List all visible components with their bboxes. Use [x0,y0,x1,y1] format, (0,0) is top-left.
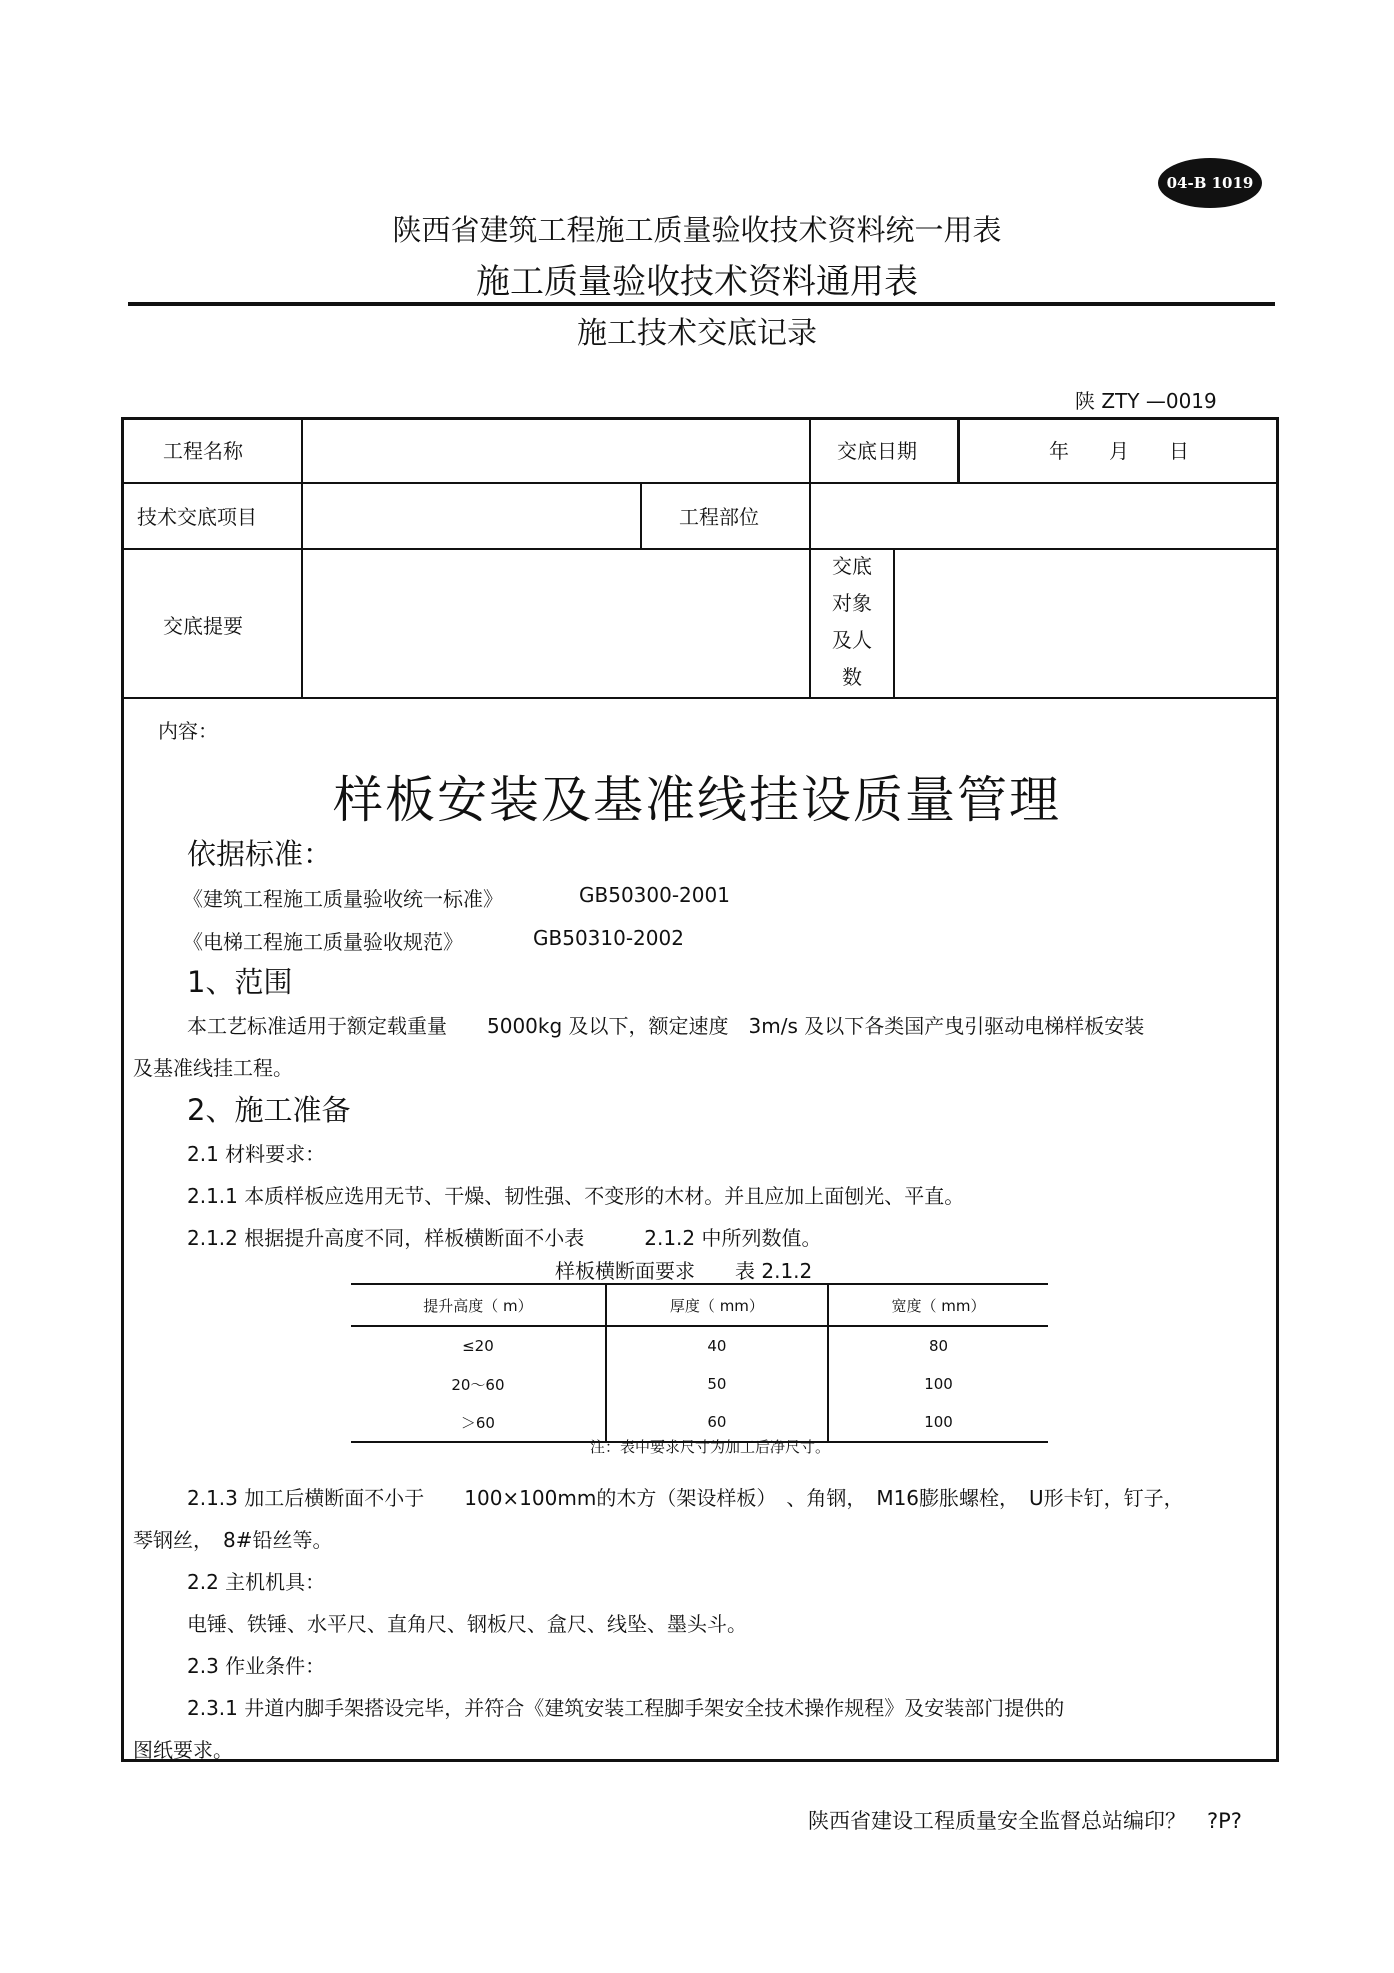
date-field[interactable]: 年 月 日 [1049,439,1189,463]
grid-line [893,548,895,698]
table-note: 注：表中要求尺寸为加工后净尺寸。 [590,1438,831,1456]
standard1-code: GB50300-2001 [579,883,730,907]
standard1-name: 《建筑工程施工质量验收统一标准》 [183,887,503,911]
footer-text: 陕西省建设工程质量安全监督总站编印？ ?P? [808,1809,1242,1833]
para-2-2-list: 电锤、铁锤、水平尺、直角尺、钢板尺、盒尺、线坠、墨头斗。 [187,1612,747,1636]
para-2-3-1: 2.3.1 井道内脚手架搭设完毕，并符合《建筑安装工程脚手架安全技术操作规程》及安装部门提供的 [187,1696,1065,1720]
table-header-cell: 厚度（ mm） [606,1284,828,1326]
target-field[interactable] [897,552,1275,695]
title-rule [128,302,1275,306]
title-line-2: 施工质量验收技术资料通用表 [476,262,918,302]
title-line-1: 陕西省建筑工程施工质量验收技术资料统一用表 [392,213,1002,247]
summary-label: 交底提要 [163,614,243,638]
para-2-1-1: 2.1.1 本质样板应选用无节、干燥、韧性强、不变形的木材。并且应加上面刨光、平直。 [187,1184,965,1208]
main-title: 样板安装及基准线挂设质量管理 [333,771,1061,829]
table-cell: 100 [828,1403,1048,1442]
standard2-name: 《电梯工程施工质量验收规范》 [183,930,463,954]
table-cell: 100 [828,1365,1048,1403]
table-row [351,1365,1048,1403]
title-line-3: 施工技术交底记录 [577,316,817,351]
form-number-badge: 04-B 1019 [1158,158,1262,208]
grid-line [121,482,1279,484]
standard2-code: GB50310-2002 [533,926,684,950]
para-2-1-3-cont: 琴钢丝， 8#铅丝等。 [133,1528,333,1552]
grid-line [957,417,960,483]
para-2-3: 2.3 作业条件： [187,1654,326,1678]
project-name-field[interactable] [305,420,807,480]
table-cell: 50 [606,1365,828,1403]
content-label: 内容： [158,719,218,743]
table-cell: 40 [606,1326,828,1365]
section1-text: 本工艺标准适用于额定载重量 5000kg 及以下，额定速度 3m/s 及以下各类国产曳引驱动电梯样板安装 [187,1014,1145,1038]
table-cell: 80 [828,1326,1048,1365]
board-section-table [351,1283,1048,1443]
table-cell: 20～60 [451,1375,505,1394]
table-cell: 60 [606,1403,828,1442]
item-label: 技术交底项目 [137,505,257,529]
table-header-cell: 提升高度（ m） [351,1284,606,1326]
para-2-1-3: 2.1.3 加工后横断面不小于 100×100mm的木方（架设样板） 、角钢， M16膨胀螺栓， U形卡钉，钉子， [187,1486,1184,1510]
table-header-cell: 宽度（ mm） [828,1284,1048,1326]
target-label-line: 交底 [832,554,872,578]
grid-line [121,548,1279,550]
grid-line [121,697,1279,699]
section2-heading: 2、施工准备 [187,1093,351,1127]
para-2-1-2: 2.1.2 根据提升高度不同，样板横断面不小表 2.1.2 中所列数值。 [187,1226,822,1250]
grid-line [301,417,303,698]
section1-heading: 1、范围 [187,965,293,999]
part-label: 工程部位 [679,505,759,529]
table-cell: ≤20 [462,1337,494,1355]
grid-line [809,417,811,698]
date-label: 交底日期 [837,439,917,463]
table-header-row [351,1284,1048,1326]
summary-field[interactable] [305,552,807,695]
para-2-2: 2.2 主机机具： [187,1570,326,1594]
target-label-line: 对象 [832,591,872,615]
table-row [351,1326,1048,1365]
para-2-1: 2.1 材料要求： [187,1142,326,1166]
item-field[interactable] [305,486,637,546]
project-name-label: 工程名称 [163,439,243,463]
section1-text-cont: 及基准线挂工程。 [133,1056,293,1080]
table-cell: ＞60 [351,1403,606,1442]
target-label [812,548,892,696]
target-label-line: 及人 [832,628,872,652]
target-label-line: 数 [842,665,862,689]
basis-heading: 依据标准： [187,837,333,871]
form-code: 陕 ZTY —0019 [1075,389,1217,413]
part-field[interactable] [813,486,1275,546]
grid-line [640,482,642,549]
table-caption: 样板横断面要求 表 2.1.2 [555,1259,813,1283]
para-2-3-1-cont: 图纸要求。 [133,1738,233,1762]
